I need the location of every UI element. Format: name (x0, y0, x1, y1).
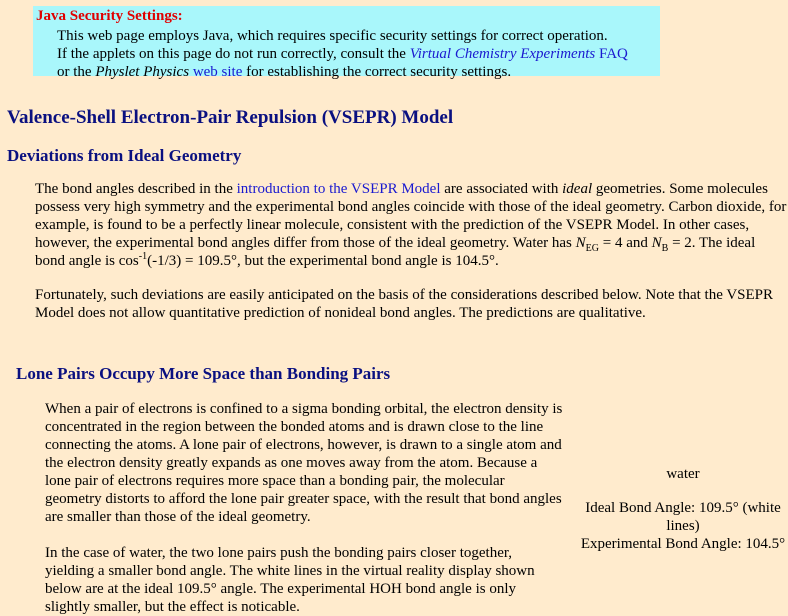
java-security-notice (33, 6, 660, 80)
lone-pairs-paragraph-2: In the case of water, the two lone pairs push the bonding pairs closer together, yielding a smaller bond angle. The white lines in the virtual reality display shown below are at the ideal 109.5° angle. The experimental HOH bond angle is only slightly smaller, but the effect is noticable. (45, 545, 535, 615)
web-site-link[interactable]: web site (192, 64, 243, 80)
physlet-physics-label: Physlet Physics (95, 64, 190, 80)
section-lone-pairs-body (45, 400, 563, 616)
notice-line-2-text: If the applets on this page do not run correctly, consult the (57, 46, 410, 62)
notice-line-3 (57, 64, 511, 81)
section-heading-lone-pairs: Lone Pairs Occupy More Space than Bonding Pairs (16, 364, 391, 383)
notice-line-3-text: or the (57, 64, 96, 80)
notice-line-1: This web page employs Java, which requires specific security settings for correct operation. (57, 28, 608, 44)
introduction-vsepr-link[interactable]: introduction to the VSEPR Model (236, 181, 441, 197)
virtual-chemistry-experiments-link[interactable]: Virtual Chemistry Experiments (409, 46, 596, 62)
notice-line-2 (57, 46, 628, 63)
deviations-paragraph-1: The bond angles described in the introduction to the VSEPR Model are associated with ideal geometries. Some molecules possess very high symmetry and the experimental bond angles coincide with those of the ideal geometry. Carbon dioxide, for example, is found to be a perfectly linear molecule, consistent with the prediction of the VSEPR Model. In other cases, however, the experimental bond angles differ from those of the ideal geometry. Water has $N_{EG} = 4$ and $N_B = 2$. The ideal bond angle is $\cos^{-1}(-1/3) = 109.5^\circ$, but the experimental bond angle is 104.5°. (35, 181, 787, 269)
deviations-paragraph-2: Fortunately, such deviations are easily anticipated on the basis of the considerations described below. Note that the VSEPR Model does not allow quantitative prediction of nonideal bond angles. The predictions are qualitative. (35, 287, 774, 321)
lone-pairs-paragraph-1: When a pair of electrons is confined to a sigma bonding orbital, the electron density is concentrated in the region between the bonded atoms and is drawn close to the line connecting the atoms. A lone pair of electrons, however, is drawn to a single atom and the electron density greatly expands as one moves away from the atom. Because a lone pair of electrons requires more space than a bonding pair, the molecular geometry distorts to afford the lone pair greater space, with the result that bond angles are smaller than those of the ideal geometry. (45, 401, 563, 525)
page-title: Valence-Shell Electron-Pair Repulsion (VSEPR) Model (7, 107, 454, 128)
notice-line-3-end: for establishing the correct security settings. (242, 64, 512, 80)
ideal-bond-angle: Ideal Bond Angle: 109.5° (white lines) (585, 500, 781, 534)
section-deviations-body (35, 180, 787, 322)
faq-link[interactable]: FAQ (598, 46, 628, 62)
experimental-bond-angle: Experimental Bond Angle: 104.5° (580, 536, 786, 552)
notice-title: Java Security Settings: (36, 8, 183, 24)
section-heading-deviations: Deviations from Ideal Geometry (7, 146, 242, 165)
molecule-label: water (666, 466, 700, 482)
